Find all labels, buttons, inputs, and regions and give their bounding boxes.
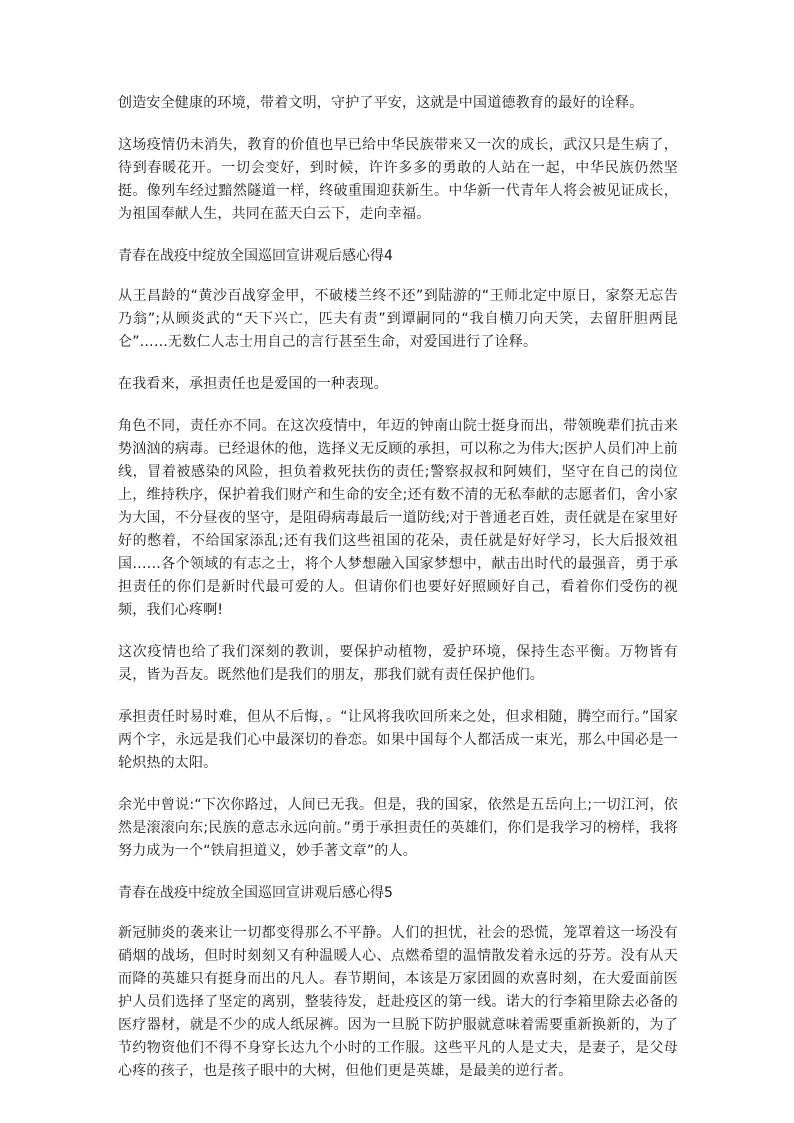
paragraph-2: 这场疫情仍未消失，教育的价值也早已给中华民族带来又一次的成长，武汉只是生病了，待到春暖花开。一切会变好，到时候，许许多多的勇敢的人站在一起，中华民族仍然坚挺。像列车经过黯然隧道一样，终破重围迎获新生。中华新一代青年人将会被见证成长，为祖国奉献人生，共同在蓝天白云下，走向幸福。 bbox=[118, 137, 678, 222]
paragraph-3: 从王昌龄的“黄沙百战穿金甲，不破楼兰终不还”到陆游的“王师北定中原日，家祭无忘告乃翁”;从顾炎武的“天下兴亡，匹夫有责”到谭嗣同的“我自横刀向天笑，去留肝胆两昆仑”……无数仁人志士用自己的言行甚至生命，对爱国进行了诠释。 bbox=[118, 288, 678, 350]
paragraph-5: 角色不同，责任亦不同。在这次疫情中，年迈的钟南山院士挺身而出，带领晚辈们抗击来势汹汹的病毒。已经退休的他，选择义无反顾的承担，可以称之为伟大;医护人员们冲上前线，冒着被感染的风险，担负着救死扶伤的责任;警察叔叔和阿姨们，坚守在自己的岗位上，维持秩序，保护着我们财产和生命的安全;还有数不清的无私奉献的志愿者们，舍小家为大国，不分昼夜的坚守，是阻碍病毒最后一道防线;对于普通老百姓，责任就是在家里好好的憋着，不给国家添乱;还有我们这些祖国的花朵，责任就是好好学习，长大后报效祖国‥‥‥各个领域的有志之士，将个人梦想融入国家梦想中，献击出时代的最强音，勇于承担责任的你们是新时代最可爱的人。但请你们也要好好照顾好自己，看着你们受伤的视频，我们心疼啊! bbox=[118, 418, 678, 618]
paragraph-8: 余光中曾说:“下次你路过，人间已无我。但是，我的国家，依然是五岳向上;一切江河，依然是滚滚向东;民族的意志永远向前。”勇于承担责任的英雄们，你们是我学习的榜样，我将努力成为一个“铁肩担道义，妙手著文章”的人。 bbox=[118, 797, 678, 859]
paragraph-1: 创造安全健康的环境，带着文明，守护了平安，这就是中国道德教育的最好的诠释。 bbox=[118, 95, 644, 111]
paragraph-7: 承担责任时易时难，但从不后悔，。“让风将我吹回所来之处，但求相随，腾空而行。”国家两个字，永远是我们心中最深切的眷恋。如果中国每个人都活成一束光，那么中国必是一轮炽热的太阳。 bbox=[118, 709, 678, 771]
paragraph-6: 这次疫情也给了我们深刻的教训，要保护动植物，爱护环境，保持生态平衡。万物皆有灵，皆为吾友。既然他们是我们的朋友，那我们就有责任保护他们。 bbox=[118, 644, 678, 683]
paragraph-9: 新冠肺炎的袭来让一切都变得那么不平静。人们的担忧，社会的恐慌，笼罩着这一场没有硝烟的战场，但时时刻刻又有种温暖人心、点燃希望的温情散发着永远的芬芳。没有从天而降的英雄只有挺身而出的凡人。春节期间，本该是万家团圆的欢喜时刻，在大爱面前医护人员们选择了坚定的离别，整装待发，赶赴疫区的第一线。诺大的行李箱里除去必备的医疗器材，就是不少的成人纸尿裤。因为一旦脱下防护服就意味着需要重新换新的，为了节约物资他们不得不身穿长达九个小时的工作服。这些平凡的人是丈夫，是妻子，是父母心疼的孩子，也是孩子眼中的大树，但他们更是英雄，是最美的逆行者。 bbox=[118, 925, 678, 1079]
document-body bbox=[118, 92, 678, 1102]
paragraph-4: 在我看来，承担责任也是爱国的一种表现。 bbox=[118, 376, 388, 392]
section-heading-4: 青春在战疫中绽放全国巡回宣讲观后感心得4 bbox=[118, 248, 393, 264]
section-heading-5: 青春在战疫中绽放全国巡回宣讲观后感心得5 bbox=[118, 885, 393, 901]
